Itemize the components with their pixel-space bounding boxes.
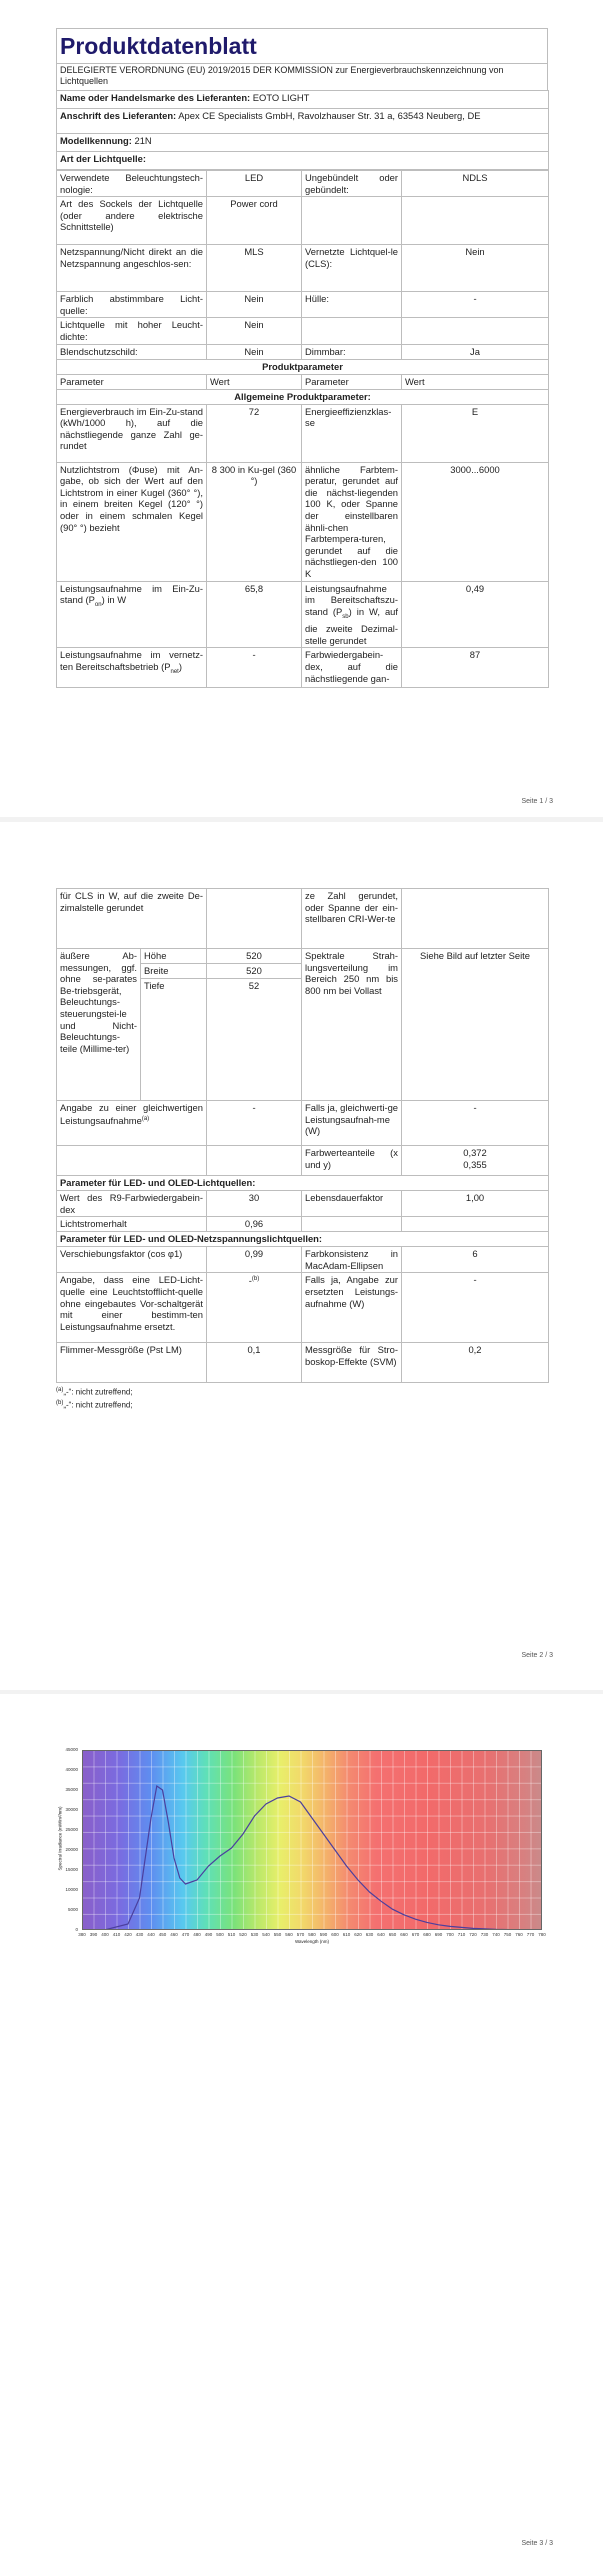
y-tick-label: 10000 (65, 1887, 78, 1892)
replacement-value (207, 1273, 302, 1343)
y-tick-label: 40000 (65, 1767, 78, 1772)
x-tick-label: 710 (457, 1932, 466, 1937)
x-tick-label: 620 (354, 1932, 362, 1937)
ls-empty-1 (302, 197, 402, 245)
ls-value-3: Power cord (207, 197, 302, 245)
footnote-a-text: „-“: nicht zutreffend; (63, 1388, 133, 1398)
cct-label: ähnliche Farbtem-peratur, gerundet auf die nächst-liegenden 100 K, oder Spanne der einstellbaren ähnli-chen Farbtempera-turen, gerundet auf die nächstliegen-den 100 K (302, 462, 402, 581)
equivalent-value: - (207, 1101, 302, 1146)
y-tick-label: 20000 (65, 1847, 78, 1852)
net-standby-label-cont: für CLS in W, auf die zweite De-zimalstelle gerundet (57, 889, 207, 949)
ls-value-5: Nein (402, 245, 549, 292)
svm-label: Messgröße für Stro-boskop-Effekte (SVM) (302, 1343, 402, 1383)
footnote-b-text: „-“: nicht zutreffend; (63, 1400, 133, 1410)
supplier-name-label: Name oder Handelsmarke des Lieferanten: (60, 92, 251, 103)
cct-value: 3000...6000 (402, 462, 549, 581)
ls-label-4: Netzspannung/Nicht direkt an die Netzspannung angeschlos-sen: (57, 245, 207, 292)
x-tick-label: 550 (273, 1932, 282, 1937)
y-axis-label: Spectral Irradiance (mW/m²/nm) (57, 1806, 63, 1871)
on-power-text-a: Leistungsaufnahme im Ein-Zu-stand (P (60, 582, 203, 606)
led-mains-heading: Parameter für LED- und OLED-Netzspannungslichtquellen: (57, 1232, 549, 1247)
energy-value: 72 (207, 404, 302, 462)
on-power-sub: on (94, 601, 102, 608)
x-tick-label: 600 (331, 1932, 339, 1937)
flux-label: Nutzlichtstrom (Φuse) mit An-gabe, ob sich der Wert auf den Lichtstrom in einer Kugel (360° °), in einem breiten Kegel (120° °) oder in einem schmalen Kegel (90° °) bezieht (57, 462, 207, 581)
col-param-1: Parameter (57, 374, 207, 389)
ls-value-2: NDLS (402, 171, 549, 197)
x-tick-label: 380 (78, 1932, 86, 1937)
ls-label-7: Hülle: (302, 292, 402, 318)
efficiency-label: Energieeffizienzklas-se (302, 404, 402, 462)
spectrum-frame (82, 1750, 542, 1930)
energy-label: Energieverbrauch im Ein-Zu-stand (kWh/1000 h), auf die nächstliegende ganze Zahl ge-rundet (57, 404, 207, 462)
r9-label: Wert des R9-Farbwiedergabein-dex (57, 1191, 207, 1217)
x-tick-label: 650 (388, 1932, 397, 1937)
power-factor-label: Verschiebungsfaktor (cos φ1) (57, 1247, 207, 1273)
r9-value: 30 (207, 1191, 302, 1217)
x-tick-label: 410 (112, 1932, 121, 1937)
ls-label-1: Verwendete Beleuchtungstech-nologie: (57, 171, 207, 197)
flux-value: 8 300 in Ku-gel (360 °) (207, 462, 302, 581)
macadam-value: 6 (402, 1247, 549, 1273)
flicker-label: Flimmer-Messgröße (Pst LM) (57, 1343, 207, 1383)
replacement-if-value: - (402, 1273, 549, 1343)
net-standby-label (57, 648, 207, 688)
x-tick-label: 690 (434, 1932, 443, 1937)
x-tick-label: 680 (423, 1932, 431, 1937)
page-number-3: Seite 3 / 3 (521, 2540, 553, 2547)
model-value: 21N (134, 135, 152, 146)
width-label: Breite (141, 964, 207, 979)
ls-value-4: MLS (207, 245, 302, 292)
y-tick-label: 15000 (65, 1867, 78, 1872)
net-cont-empty (207, 889, 302, 949)
x-tick-label: 460 (170, 1932, 178, 1937)
x-tick-label: 590 (319, 1932, 328, 1937)
x-tick-label: 490 (204, 1932, 213, 1937)
x-tick-label: 770 (526, 1932, 535, 1937)
x-tick-label: 540 (262, 1932, 270, 1937)
col-value-2: Wert (402, 374, 549, 389)
x-tick-label: 720 (469, 1932, 477, 1937)
net-standby-sub: net (170, 668, 179, 675)
x-tick-label: 750 (503, 1932, 512, 1937)
page-1 (0, 0, 603, 817)
ls-label-9: Blendschutzschild: (57, 344, 207, 359)
x-tick-label: 510 (227, 1932, 236, 1937)
height-label: Höhe (141, 949, 207, 964)
regulation-text: DELEGIERTE VERORDNUNG (EU) 2019/2015 DER KOMMISSION zur Energieverbrauchskennzeichnung von Lichtquellen (56, 63, 548, 90)
spectrum-chart (56, 1746, 548, 1946)
on-power-text-b: ) in W (101, 594, 127, 606)
ls-value-9: Nein (207, 344, 302, 359)
chroma-x-value: 0,372 (463, 1147, 487, 1158)
x-tick-label: 780 (538, 1932, 546, 1937)
spd-label: Spektrale Strah-lungsverteilung im Bereich 250 nm bis 800 nm bei Vollast (302, 949, 402, 1101)
supplier-address-value: Apex CE Specialists GmbH, Ravolzhauser Str. 31 a, 63543 Neuberg, DE (178, 110, 481, 121)
x-tick-label: 560 (285, 1932, 293, 1937)
y-tick-label: 30000 (65, 1807, 78, 1812)
x-tick-label: 660 (400, 1932, 408, 1937)
standby-sub: sb (342, 613, 349, 620)
replacement-label: Angabe, dass eine LED-Licht-quelle eine Leuchtstofflicht-quelle ohne eingebautes Vor-schaltgerät mit einer bestimm-ten Leistungsaufnahme ersetzt. (57, 1273, 207, 1343)
footnote-ref-b: (b) (251, 1276, 260, 1283)
equivalent-if-label: Falls ja, gleichwerti-ge Leistungsaufnah-me (W) (302, 1101, 402, 1146)
chroma-empty-2 (207, 1146, 302, 1176)
on-power-label (57, 581, 207, 648)
net-standby-text-a: Leistungsaufnahme im vernetz-ten Bereitschaftsbetrieb (P (60, 649, 203, 672)
standby-text-b: ) in W, auf die zweite Dezimal-stelle gerundet (305, 605, 398, 646)
y-tick-label: 35000 (65, 1787, 78, 1792)
footnote-b-mark: (b) (56, 1400, 64, 1407)
spd-value: Siehe Bild auf letzter Seite (402, 949, 549, 1101)
equivalent-if-value: - (402, 1101, 549, 1146)
x-tick-label: 420 (124, 1932, 132, 1937)
flicker-value: 0,1 (207, 1343, 302, 1383)
x-tick-label: 500 (216, 1932, 224, 1937)
ls-label-10: Dimmbar: (302, 344, 402, 359)
model-label: Modellkennung: (60, 135, 132, 146)
x-tick-label: 640 (377, 1932, 385, 1937)
y-tick-label: 45000 (65, 1747, 78, 1752)
datasheet-page-2 (56, 888, 548, 1411)
chroma-empty-1 (57, 1146, 207, 1176)
x-tick-label: 610 (342, 1932, 351, 1937)
page-number-2: Seite 2 / 3 (521, 1652, 553, 1659)
depth-label: Tiefe (141, 979, 207, 1101)
cri-label: Farbwiedergabein-dex, auf die nächstliegende gan- (302, 648, 402, 688)
net-standby-text-b: ) (178, 660, 182, 672)
cri-value: 87 (402, 648, 549, 688)
x-axis-label: Wavelength (nm) (294, 1939, 330, 1944)
chroma-label: Farbwerteanteile (x und y) (302, 1146, 402, 1176)
footnote-a (56, 1385, 548, 1398)
svm-value: 0,2 (402, 1343, 549, 1383)
ls-label-8: Lichtquelle mit hoher Leucht-dichte: (57, 318, 207, 344)
x-tick-label: 440 (147, 1932, 155, 1937)
ls-label-6: Farblich abstimmbare Licht-quelle: (57, 292, 207, 318)
ls-value-1: LED (207, 171, 302, 197)
page-2 (0, 822, 603, 1690)
supplier-address-label: Anschrift des Lieferanten: (60, 110, 177, 121)
ls-empty-2 (402, 197, 549, 245)
equivalent-text: Angabe zu einer gleichwertigen Leistungsaufnahme (60, 1102, 203, 1126)
efficiency-value: E (402, 404, 549, 462)
page-number-1: Seite 1 / 3 (521, 798, 553, 805)
cri-label-cont: ze Zahl gerundet, oder Spanne der ein-stellbaren CRI-Wer-te (302, 889, 402, 949)
continued-table (56, 888, 549, 1383)
standby-label (302, 581, 402, 648)
x-tick-label: 630 (365, 1932, 374, 1937)
x-tick-label: 520 (239, 1932, 247, 1937)
power-factor-value: 0,99 (207, 1247, 302, 1273)
life-value: 1,00 (402, 1191, 549, 1217)
x-tick-label: 470 (181, 1932, 190, 1937)
page-3 (0, 1694, 603, 2560)
maint-empty-2 (402, 1217, 549, 1232)
ls-empty-4 (402, 318, 549, 344)
x-tick-label: 580 (308, 1932, 316, 1937)
ls-empty-3 (302, 318, 402, 344)
footnote-a-mark: (a) (56, 1387, 64, 1394)
y-tick-label: 25000 (65, 1827, 78, 1832)
ls-label-5: Vernetzte Lichtquel-le (CLS): (302, 245, 402, 292)
width-value: 520 (207, 964, 302, 979)
col-param-2: Parameter (302, 374, 402, 389)
general-parameters-heading: Allgemeine Produktparameter: (57, 389, 549, 404)
x-tick-label: 760 (515, 1932, 523, 1937)
footnotes (56, 1383, 548, 1410)
product-parameters-heading: Produktparameter (57, 359, 549, 374)
depth-value: 52 (207, 979, 302, 1101)
maintenance-label: Lichtstromerhalt (57, 1217, 207, 1232)
x-tick-label: 740 (492, 1932, 500, 1937)
footnote-ref-a: (a) (141, 1115, 150, 1122)
replacement-if-label: Falls ja, Angabe zur ersetzten Leistungs-aufnahme (W) (302, 1273, 402, 1343)
macadam-label: Farbkonsistenz in MacAdam-Ellipsen (302, 1247, 402, 1273)
x-tick-label: 570 (296, 1932, 305, 1937)
x-tick-label: 700 (446, 1932, 454, 1937)
datasheet-page-1 (56, 28, 548, 688)
net-standby-value: - (207, 648, 302, 688)
x-tick-label: 730 (480, 1932, 489, 1937)
led-oled-heading: Parameter für LED- und OLED-Lichtquellen: (57, 1176, 549, 1191)
x-tick-label: 530 (250, 1932, 259, 1937)
life-label: Lebensdauerfaktor (302, 1191, 402, 1217)
equivalent-label (57, 1101, 207, 1146)
light-source-heading: Art der Lichtquelle: (57, 152, 549, 170)
x-tick-label: 480 (193, 1932, 201, 1937)
supplier-name-value: EOTO LIGHT (252, 92, 310, 103)
supplier-table (56, 90, 549, 170)
dimensions-label: äußere Ab-messungen, ggf. ohne se-parates Be-triebsgerät, Beleuchtungs-steuerungstei-le und Nicht-Beleuchtungs-teile (Millime-ter) (57, 949, 141, 1101)
cri-cont-empty (402, 889, 549, 949)
ls-value-10: Ja (402, 344, 549, 359)
x-tick-label: 430 (135, 1932, 144, 1937)
x-tick-label: 670 (411, 1932, 420, 1937)
x-tick-label: 400 (101, 1932, 109, 1937)
standby-text-a: Leistungsaufnahme im Bereitschaftszu-stand (P (305, 582, 398, 617)
page-title: Produktdatenblatt (56, 28, 548, 63)
x-tick-label: 450 (158, 1932, 167, 1937)
height-value: 520 (207, 949, 302, 964)
on-power-value: 65,8 (207, 581, 302, 648)
ls-value-7: - (402, 292, 549, 318)
ls-value-8: Nein (207, 318, 302, 344)
col-value-1: Wert (207, 374, 302, 389)
standby-value: 0,49 (402, 581, 549, 648)
chroma-y-value: 0,355 (463, 1158, 487, 1170)
ls-label-3: Art des Sockels der Lichtquelle (oder andere elektrische Schnittstelle) (57, 197, 207, 245)
maintenance-value: 0,96 (207, 1217, 302, 1232)
y-tick-label: 5000 (67, 1907, 78, 1912)
y-tick-label: 0 (75, 1927, 78, 1932)
ls-label-2: Ungebündelt oder gebündelt: (302, 171, 402, 197)
light-source-table (56, 170, 549, 688)
ls-value-6: Nein (207, 292, 302, 318)
maint-empty-1 (302, 1217, 402, 1232)
x-tick-label: 390 (89, 1932, 98, 1937)
footnote-b (56, 1398, 548, 1411)
replacement-value-text: - (248, 1275, 252, 1287)
